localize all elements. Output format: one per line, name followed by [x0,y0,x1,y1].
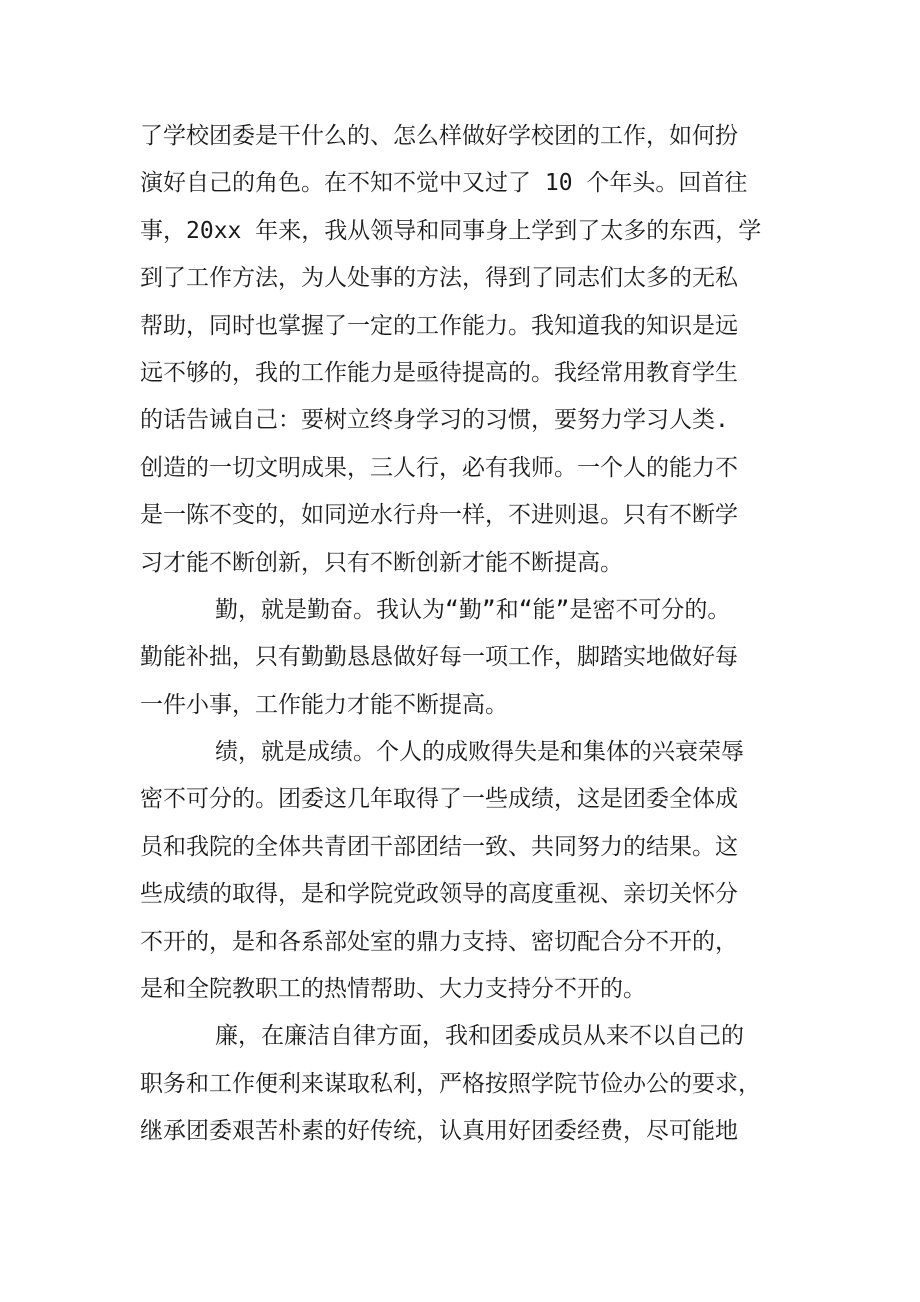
text-line: 些成绩的取得，是和学院党政领导的高度重视、亲切关怀分 [140,881,738,908]
document-body [140,113,784,1156]
text-line: 职务和工作便利来谋取私利，严格按照学院节俭办公的要求， [140,1070,761,1097]
text-line: 到了工作方法，为人处事的方法，得到了同志们太多的无私 [140,265,738,292]
text-line: 是一陈不变的，如同逆水行舟一样，不进则退。只有不断学 [140,502,738,529]
text-line: 继承团委艰苦朴素的好传统，认真用好团委经费，尽可能地 [140,1118,738,1145]
text-line: 是和全院教职工的热情帮助、大力支持分不开的。 [140,976,646,1003]
text-line: 一件小事，工作能力才能不断提高。 [140,691,508,718]
text-line: 创造的一切文明成果，三人行，必有我师。一个人的能力不 [140,454,738,481]
paragraph-first-line: 廉，在廉洁自律方面，我和团委成员从来不以自己的 [215,1023,744,1050]
text-line: 事，20xx 年来，我从领导和同事身上学到了太多的东西，学 [140,217,762,244]
text-line: 不开的，是和各系部处室的鼎力支持、密切配合分不开的， [140,928,738,955]
text-line: 了学校团委是干什么的、怎么样做好学校团的工作，如何扮 [140,123,738,149]
paragraph-first-line: 绩，就是成绩。个人的成败得失是和集体的兴衰荣辱 [215,739,744,766]
text-line: 帮助，同时也掌握了一定的工作能力。我知道我的知识是远 [140,312,738,339]
text-line: 密不可分的。团委这几年取得了一些成绩，这是团委全体成 [140,786,738,813]
text-line: 演好自己的角色。在不知不觉中又过了 10 个年头。回首往 [140,170,748,197]
text-line: 的话告诫自己：要树立终身学习的习惯，要努力学习人类. [140,407,729,434]
paragraph-first-line: 勤，就是勤奋。我认为“勤”和“能”是密不可分的。 [215,596,731,623]
text-line: 习才能不断创新，只有不断创新才能不断提高。 [140,549,623,576]
text-line: 远不够的，我的工作能力是亟待提高的。我经常用教育学生 [140,359,738,386]
text-line: 员和我院的全体共青团干部团结一致、共同努力的结果。这 [140,833,738,860]
text-line: 勤能补拙，只有勤勤恳恳做好每一项工作，脚踏实地做好每 [140,644,738,671]
